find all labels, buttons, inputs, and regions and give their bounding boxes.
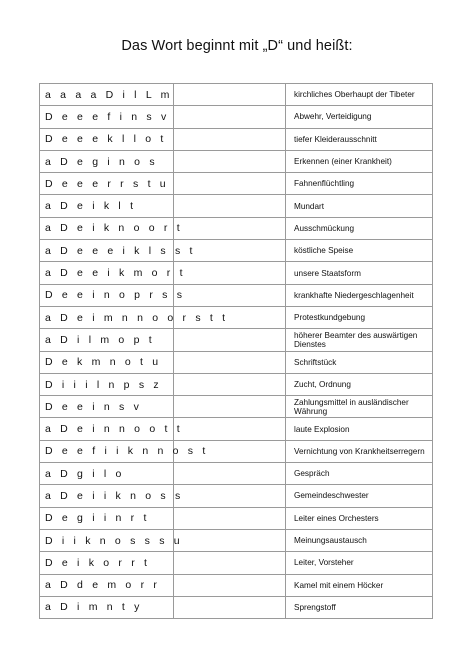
hint-cell: unsere Staatsform [286,262,433,284]
answer-cell[interactable] [174,529,286,551]
hint-cell: Zucht, Ordnung [286,373,433,395]
answer-cell[interactable] [174,329,286,351]
scrambled-letters-cell: a D e i k l t [40,195,174,217]
answer-cell[interactable] [174,351,286,373]
word-puzzle-table [39,83,433,619]
hint-cell: tiefer Kleiderausschnitt [286,128,433,150]
hint-cell: laute Explosion [286,418,433,440]
hint-cell: Gespräch [286,463,433,485]
table-row [40,574,433,596]
scrambled-letters-cell: a D e i i k n o s s [40,485,174,507]
hint-cell: Mundart [286,195,433,217]
table-row [40,552,433,574]
answer-cell[interactable] [174,150,286,172]
answer-cell[interactable] [174,463,286,485]
hint-cell: Meinungsaustausch [286,529,433,551]
scrambled-letters-cell: D e e f i i k n n o s t [40,440,174,462]
hint-cell: krankhafte Niedergeschlagenheit [286,284,433,306]
table-row [40,128,433,150]
table-row [40,507,433,529]
table-row [40,596,433,618]
table-row [40,84,433,106]
scrambled-letters-cell: a D e i m n n o o r s t t [40,306,174,328]
table-row [40,106,433,128]
table-row [40,150,433,172]
scrambled-letters-cell: a D i m n t y [40,596,174,618]
hint-cell: Schriftstück [286,351,433,373]
hint-cell: Protestkundgebung [286,306,433,328]
answer-cell[interactable] [174,485,286,507]
scrambled-letters-cell: D i i k n o s s s u [40,529,174,551]
scrambled-letters-cell: a D e i n n o o t t [40,418,174,440]
hint-cell: Zahlungsmittel in ausländischer Währung [286,396,433,418]
answer-cell[interactable] [174,396,286,418]
hint-cell: Gemeindeschwester [286,485,433,507]
table-row [40,217,433,239]
table-row [40,240,433,262]
scrambled-letters-cell: a D e e e i k l s s t [40,240,174,262]
scrambled-letters-cell: a D g i l o [40,463,174,485]
answer-cell[interactable] [174,284,286,306]
scrambled-letters-cell: D e k m n o t u [40,351,174,373]
table-row [40,262,433,284]
answer-cell[interactable] [174,128,286,150]
scrambled-letters-cell: D e e e r r s t u [40,173,174,195]
hint-cell: Leiter, Vorsteher [286,552,433,574]
scrambled-letters-cell: a D e i k n o o r t [40,217,174,239]
answer-cell[interactable] [174,373,286,395]
answer-cell[interactable] [174,574,286,596]
hint-cell: Sprengstoff [286,596,433,618]
scrambled-letters-cell: a D e g i n o s [40,150,174,172]
hint-cell: kirchliches Oberhaupt der Tibeter [286,84,433,106]
scrambled-letters-cell: D e e i n s v [40,396,174,418]
scrambled-letters-cell: D e g i i n r t [40,507,174,529]
answer-cell[interactable] [174,552,286,574]
answer-cell[interactable] [174,217,286,239]
table-row [40,463,433,485]
answer-cell[interactable] [174,84,286,106]
table-row [40,329,433,351]
table-row [40,529,433,551]
scrambled-letters-cell: a D i l m o p t [40,329,174,351]
hint-cell: Leiter eines Orchesters [286,507,433,529]
scrambled-letters-cell: a D e e i k m o r t [40,262,174,284]
table-row [40,173,433,195]
table-row [40,284,433,306]
hint-cell: Abwehr, Verteidigung [286,106,433,128]
page-title: Das Wort beginnt mit „D“ und heißt: [121,38,353,54]
answer-cell[interactable] [174,106,286,128]
answer-cell[interactable] [174,173,286,195]
table-row [40,306,433,328]
hint-cell: Kamel mit einem Höcker [286,574,433,596]
answer-cell[interactable] [174,596,286,618]
hint-cell: Vernichtung von Krankheitserregern [286,440,433,462]
scrambled-letters-cell: D e e e k l l o t [40,128,174,150]
scrambled-letters-cell: D e e i n o p r s s [40,284,174,306]
table-row [40,195,433,217]
hint-cell: höherer Beamter des auswärtigen Dienstes [286,329,433,351]
hint-cell: Ausschmückung [286,217,433,239]
scrambled-letters-cell: a D d e m o r r [40,574,174,596]
table-row [40,440,433,462]
answer-cell[interactable] [174,507,286,529]
answer-cell[interactable] [174,418,286,440]
answer-cell[interactable] [174,195,286,217]
table-row [40,373,433,395]
table-row [40,351,433,373]
hint-cell: Fahnenflüchtling [286,173,433,195]
hint-cell: Erkennen (einer Krankheit) [286,150,433,172]
scrambled-letters-cell: D i i i l n p s z [40,373,174,395]
word-puzzle-rows [40,84,433,619]
scrambled-letters-cell: a a a a D i l L m [40,84,174,106]
hint-cell: köstliche Speise [286,240,433,262]
answer-cell[interactable] [174,262,286,284]
table-row [40,485,433,507]
table-row [40,396,433,418]
table-row [40,418,433,440]
scrambled-letters-cell: D e i k o r r t [40,552,174,574]
scrambled-letters-cell: D e e e f i n s v [40,106,174,128]
